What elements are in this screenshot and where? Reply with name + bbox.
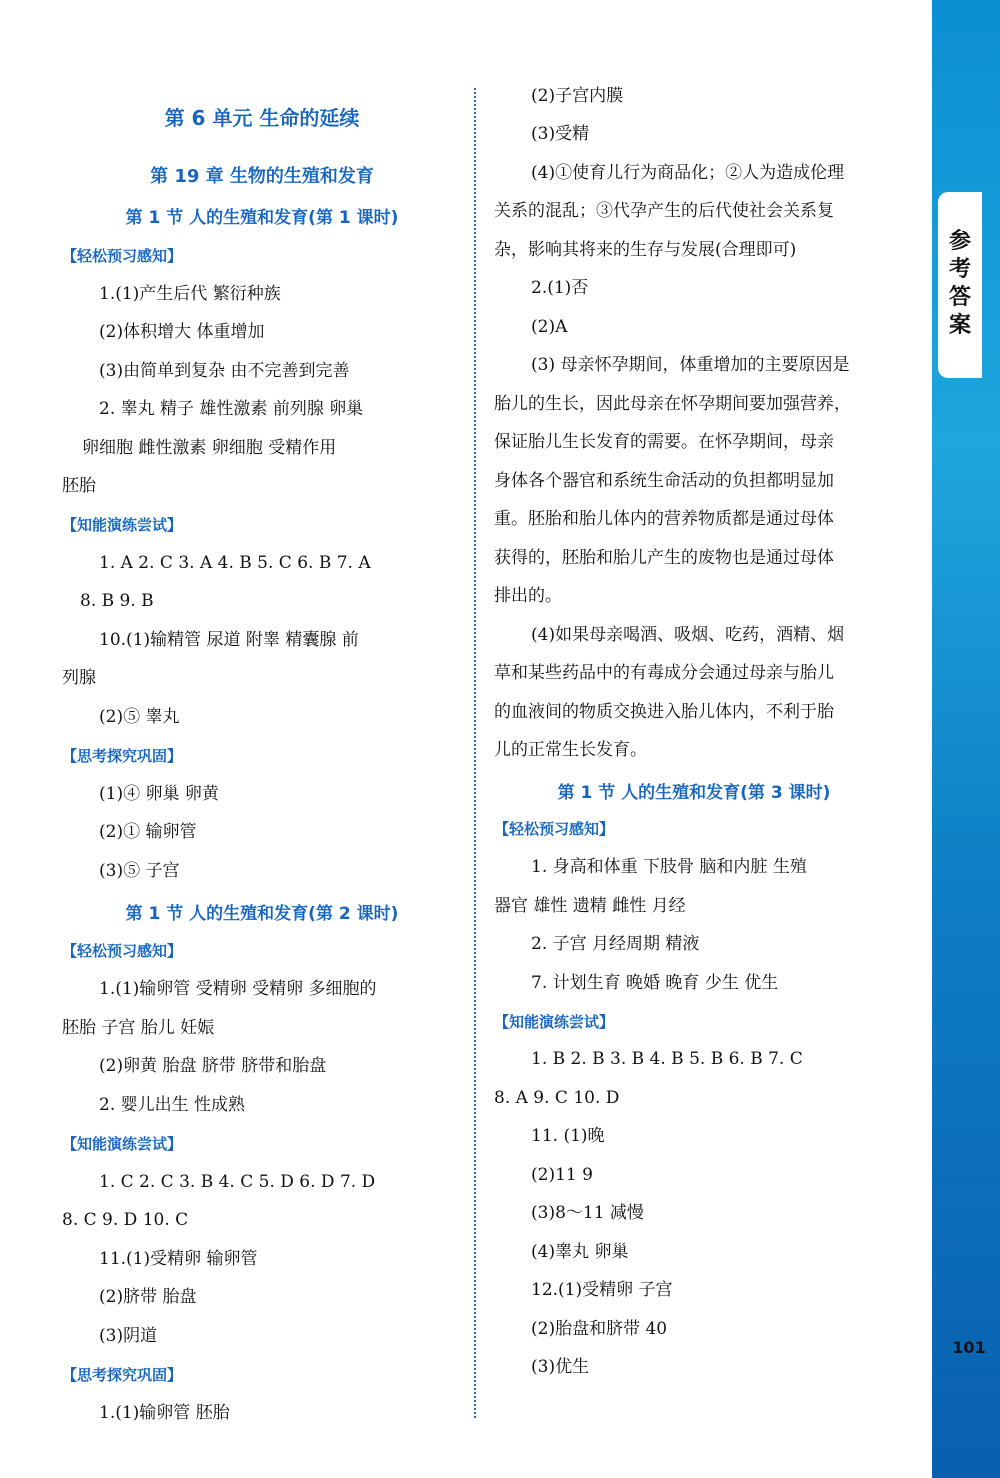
answer-line: 排出的。 [494, 586, 562, 606]
answer-line: (4)①使育儿行为商品化；②人为造成伦理 [531, 163, 845, 183]
answer-line: (3)⑤ 子宫 [99, 861, 180, 881]
answer-line: 列腺 [62, 668, 96, 688]
answer-line: (3)由简单到复杂 由不完善到完善 [99, 361, 350, 381]
answer-line: (4)睾丸 卵巢 [531, 1242, 629, 1262]
tag-explore: 【思考探究巩固】 [62, 1366, 183, 1384]
answer-line: 的血液间的物质交换进入胎儿体内，不利于胎 [494, 702, 834, 722]
tag-preview: 【轻松预习感知】 [62, 942, 183, 960]
answer-line: 器官 雄性 遗精 雌性 月经 [494, 896, 686, 916]
answer-line: 身体各个器官和系统生命活动的负担都明显加 [494, 471, 834, 491]
answer-line: (3)优生 [531, 1357, 590, 1377]
answer-line: 胎儿的生长，因此母亲在怀孕期间要加强营养， [494, 394, 851, 414]
column-divider [474, 88, 476, 1418]
answer-line: 8. B 9. B [80, 591, 154, 611]
reference-answers-label: 参 考 答 案 [948, 229, 971, 338]
answer-line: (3)阴道 [99, 1326, 158, 1346]
answer-line: 10.(1)输精管 尿道 附睾 精囊腺 前 [99, 630, 359, 650]
page-number: 101 [952, 1338, 986, 1357]
answer-line: 1. 身高和体重 下肢骨 脑和内脏 生殖 [531, 857, 807, 877]
answer-line: (3)8～11 减慢 [531, 1203, 644, 1223]
answer-line: 儿的正常生长发育。 [494, 740, 647, 760]
answer-line: (4)如果母亲喝酒、吸烟、吃药，酒精、烟 [531, 625, 845, 645]
answer-line: 1.(1)产生后代 繁衍种族 [99, 284, 281, 304]
answer-line: 2. 子宫 月经周期 精液 [531, 934, 700, 954]
answer-line: (2)卵黄 胎盘 脐带 脐带和胎盘 [99, 1056, 327, 1076]
answer-line: (3) 母亲怀孕期间，体重增加的主要原因是 [531, 355, 850, 375]
answer-line: 草和某些药品中的有毒成分会通过母亲与胎儿 [494, 663, 834, 683]
section-title-1: 第 1 节 人的生殖和发育(第 1 课时) [125, 208, 399, 228]
answer-line: 2. 睾丸 精子 雄性激素 前列腺 卵巢 [99, 399, 364, 419]
answer-line: 8. C 9. D 10. C [62, 1210, 189, 1230]
answer-line: 8. A 9. C 10. D [494, 1088, 620, 1108]
answer-line: (1)④ 卵巢 卵黄 [99, 784, 219, 804]
answer-line: 7. 计划生育 晚婚 晚育 少生 优生 [531, 973, 779, 993]
answer-line: 重。胚胎和胎儿体内的营养物质都是通过母体 [494, 509, 834, 529]
answer-line: 12.(1)受精卵 子宫 [531, 1280, 673, 1300]
answer-line: 杂，影响其将来的生存与发展(合理即可) [494, 240, 797, 260]
answer-line: 1.(1)输卵管 胚胎 [99, 1403, 230, 1423]
tag-preview: 【轻松预习感知】 [62, 247, 183, 265]
answer-line: (2)⑤ 睾丸 [99, 707, 180, 727]
tag-explore: 【思考探究巩固】 [62, 747, 183, 765]
chapter-title: 第 19 章 生物的生殖和发育 [150, 166, 374, 187]
answer-line: 1. B 2. B 3. B 4. B 5. B 6. B 7. C [531, 1049, 803, 1069]
answer-line: 胚胎 子宫 胎儿 妊娠 [62, 1018, 215, 1038]
answer-line: 卵细胞 雌性激素 卵细胞 受精作用 [82, 438, 337, 458]
tag-practice: 【知能演练尝试】 [494, 1013, 615, 1031]
answer-line: (3)受精 [531, 124, 590, 144]
section-title-3: 第 1 节 人的生殖和发育(第 3 课时) [557, 783, 831, 803]
answer-line: (2)胎盘和脐带 40 [531, 1319, 668, 1339]
answer-line: 2.(1)否 [531, 278, 589, 298]
section-title-2: 第 1 节 人的生殖和发育(第 2 课时) [125, 904, 399, 924]
answer-line: (2)11 9 [531, 1165, 593, 1185]
answer-line: 获得的，胚胎和胎儿产生的废物也是通过母体 [494, 548, 834, 568]
answer-line: 11.(1)受精卵 输卵管 [99, 1249, 258, 1269]
answer-line: 1. A 2. C 3. A 4. B 5. C 6. B 7. A [99, 553, 371, 573]
tag-preview: 【轻松预习感知】 [494, 820, 615, 838]
answer-line: (2)A [531, 317, 568, 337]
answer-line: (2)脐带 胎盘 [99, 1287, 197, 1307]
unit-title: 第 6 单元 生命的延续 [164, 106, 360, 130]
tag-practice: 【知能演练尝试】 [62, 516, 183, 534]
answer-line: (2)① 输卵管 [99, 822, 197, 842]
answer-line: 1.(1)输卵管 受精卵 受精卵 多细胞的 [99, 979, 377, 999]
answer-line: 1. C 2. C 3. B 4. C 5. D 6. D 7. D [99, 1172, 376, 1192]
answer-line: 胚胎 [62, 476, 96, 496]
answer-line: (2)子宫内膜 [531, 86, 624, 106]
answer-line: 保证胎儿生长发育的需要。在怀孕期间，母亲 [494, 432, 834, 452]
answer-line: 关系的混乱；③代孕产生的后代使社会关系复 [494, 201, 834, 221]
tag-practice: 【知能演练尝试】 [62, 1135, 183, 1153]
answer-line: (2)体积增大 体重增加 [99, 322, 265, 342]
reference-answers-tab [938, 192, 982, 378]
answer-line: 11. (1)晚 [531, 1126, 605, 1146]
answer-line: 2. 婴儿出生 性成熟 [99, 1095, 246, 1115]
